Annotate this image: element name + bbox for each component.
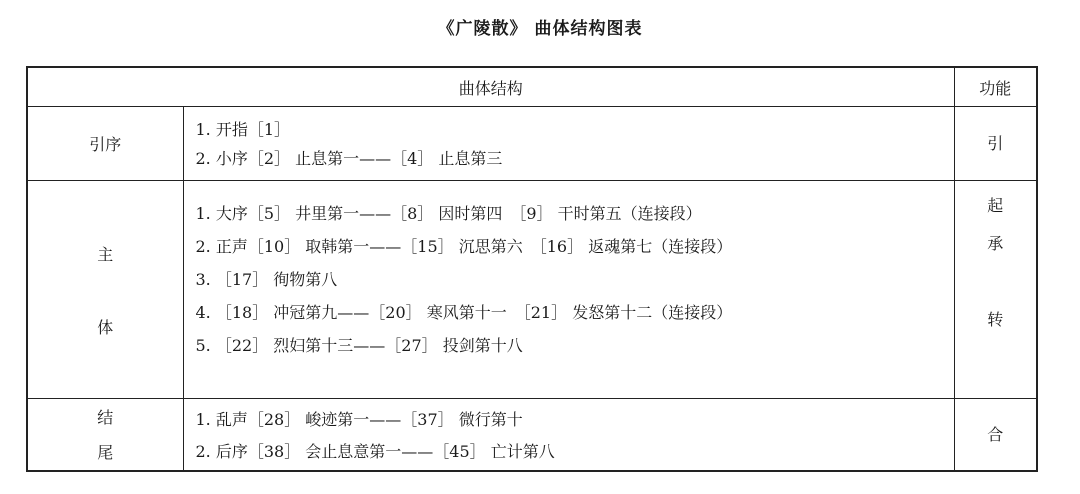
section-name-main [27, 181, 183, 399]
list-item: 1. 开指［1］ [195, 120, 291, 139]
header-function: 功能 [954, 67, 1037, 107]
section-name-ending [27, 399, 183, 471]
list-item: 1. 大序［5］ 井里第一——［8］ 因时第四 ［9］ 干时第五（连接段） [195, 204, 702, 223]
section-name-line: 结 [97, 408, 114, 428]
list-item: 4. ［18］ 冲冠第九——［20］ 寒风第十一 ［21］ 发怒第十二（连接段） [195, 303, 733, 322]
list-item: 1. 乱声［28］ 峻迹第一——［37］ 微行第十 [195, 410, 523, 429]
function-label: 起 [987, 196, 1004, 215]
function-label: 转 [987, 310, 1004, 329]
function-label [955, 339, 1037, 377]
structure-table [26, 66, 1038, 472]
section-row-intro [27, 107, 1037, 181]
section-function-main [954, 181, 1037, 399]
list-item: 2. 小序［2］ 止息第一——［4］ 止息第三 [195, 149, 503, 168]
section-items-ending [183, 399, 954, 471]
header-structure: 曲体结构 [27, 67, 954, 107]
list-item: 3. ［17］ 徇物第八 [195, 270, 338, 289]
section-items-intro [183, 107, 954, 181]
chart-title: 《广陵散》 曲体结构图表 [437, 19, 643, 39]
list-item: 2. 后序［38］ 会止息意第一——［45］ 亡计第八 [195, 442, 555, 461]
list-item: 2. 正声［10］ 取韩第一——［15］ 沉思第六 ［16］ 返魂第七（连接段） [195, 237, 733, 256]
section-row-main [27, 181, 1037, 399]
section-items-main [183, 181, 954, 399]
section-name-line: 体 [97, 317, 114, 337]
section-name-line: 尾 [97, 443, 114, 463]
list-item: 5. ［22］ 烈妇第十三——［27］ 投剑第十八 [195, 336, 523, 355]
section-function-ending [954, 399, 1037, 471]
function-label: 引 [987, 134, 1004, 153]
section-row-ending [27, 399, 1037, 471]
function-label: 承 [987, 234, 1004, 253]
function-label: 合 [987, 424, 1004, 444]
section-name-intro [27, 107, 183, 181]
header-row [27, 67, 1037, 107]
section-name-line: 主 [97, 244, 114, 264]
section-name-line: 引序 [89, 135, 122, 154]
section-function-intro [954, 107, 1037, 181]
function-label [955, 263, 1037, 301]
